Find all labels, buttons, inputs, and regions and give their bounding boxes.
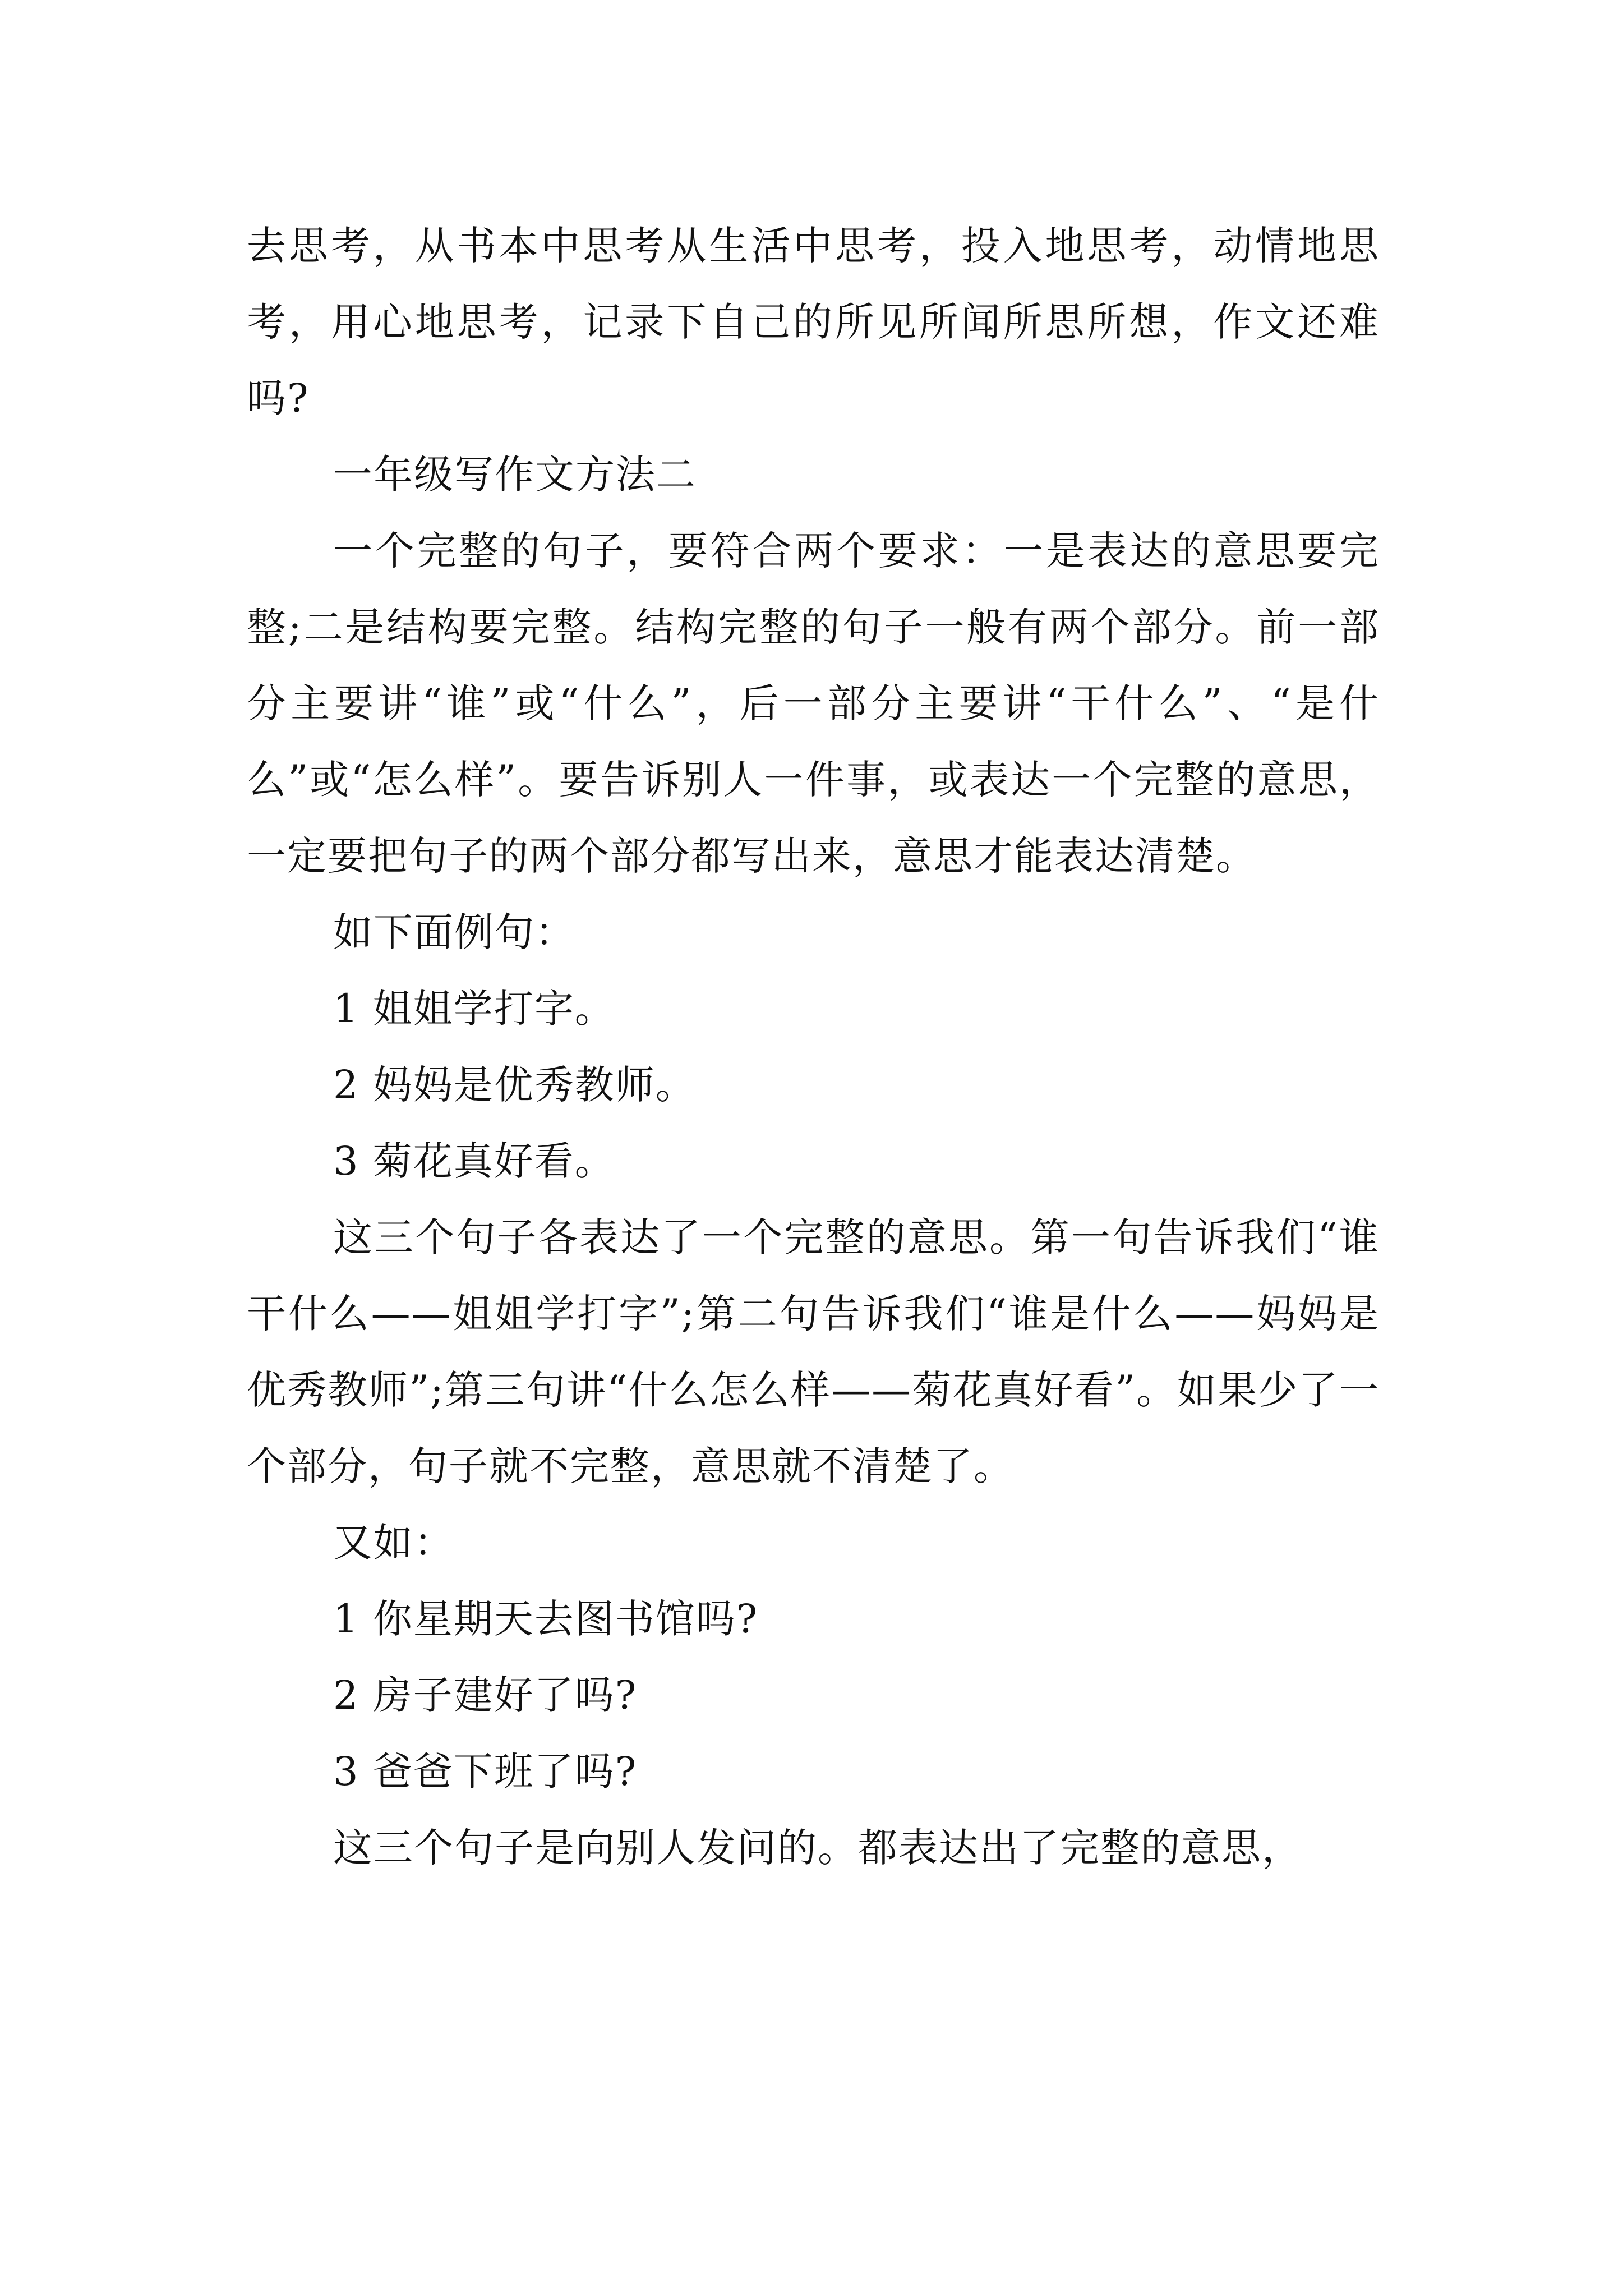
paragraph-question-explanation: 这三个句子是向别人发问的。都表达出了完整的意思， [333,1825,1302,1871]
question-item: 2 房子建好了吗? [333,1672,638,1718]
paragraph-second-example-intro: 又如： [333,1520,454,1566]
question-item: 3 爸爸下班了吗? [333,1749,638,1795]
paragraph-intro-continuation: 去思考，从书本中思考从生活中思考，投入地思考，动情地思考，用心地思考，记录下自己的所见所闻所思所想，作文还难吗? [247,223,1380,421]
example-item: 3 菊花真好看。 [333,1138,615,1184]
paragraph-example-explanation: 这三个句子各表达了一个完整的意思。第一句告诉我们“谁干什么——姐姐学打字”;第二句告诉我们“谁是什么——妈妈是优秀教师”;第三句讲“什么怎么样——菊花真好看”。如果少了一个部分，句子就不完整，意思就不清楚了。 [247,1214,1380,1489]
paragraph-complete-sentence: 一个完整的句子，要符合两个要求：一是表达的意思要完整;二是结构要完整。结构完整的句子一般有两个部分。前一部分主要讲“谁”或“什么”，后一部分主要讲“干什么”、“是什么”或“怎么样”。要告诉别人一件事，或表达一个完整的意思，一定要把句子的两个部分都写出来，意思才能表达清楚。 [247,528,1380,879]
document-body [247,208,1380,1886]
paragraph-example-intro: 如下面例句： [333,909,575,955]
question-item: 1 你星期天去图书馆吗? [333,1596,759,1642]
example-item: 1 姐姐学打字。 [333,986,615,1032]
example-item: 2 妈妈是优秀教师。 [333,1062,696,1108]
section-heading: 一年级写作文方法二 [333,452,697,498]
